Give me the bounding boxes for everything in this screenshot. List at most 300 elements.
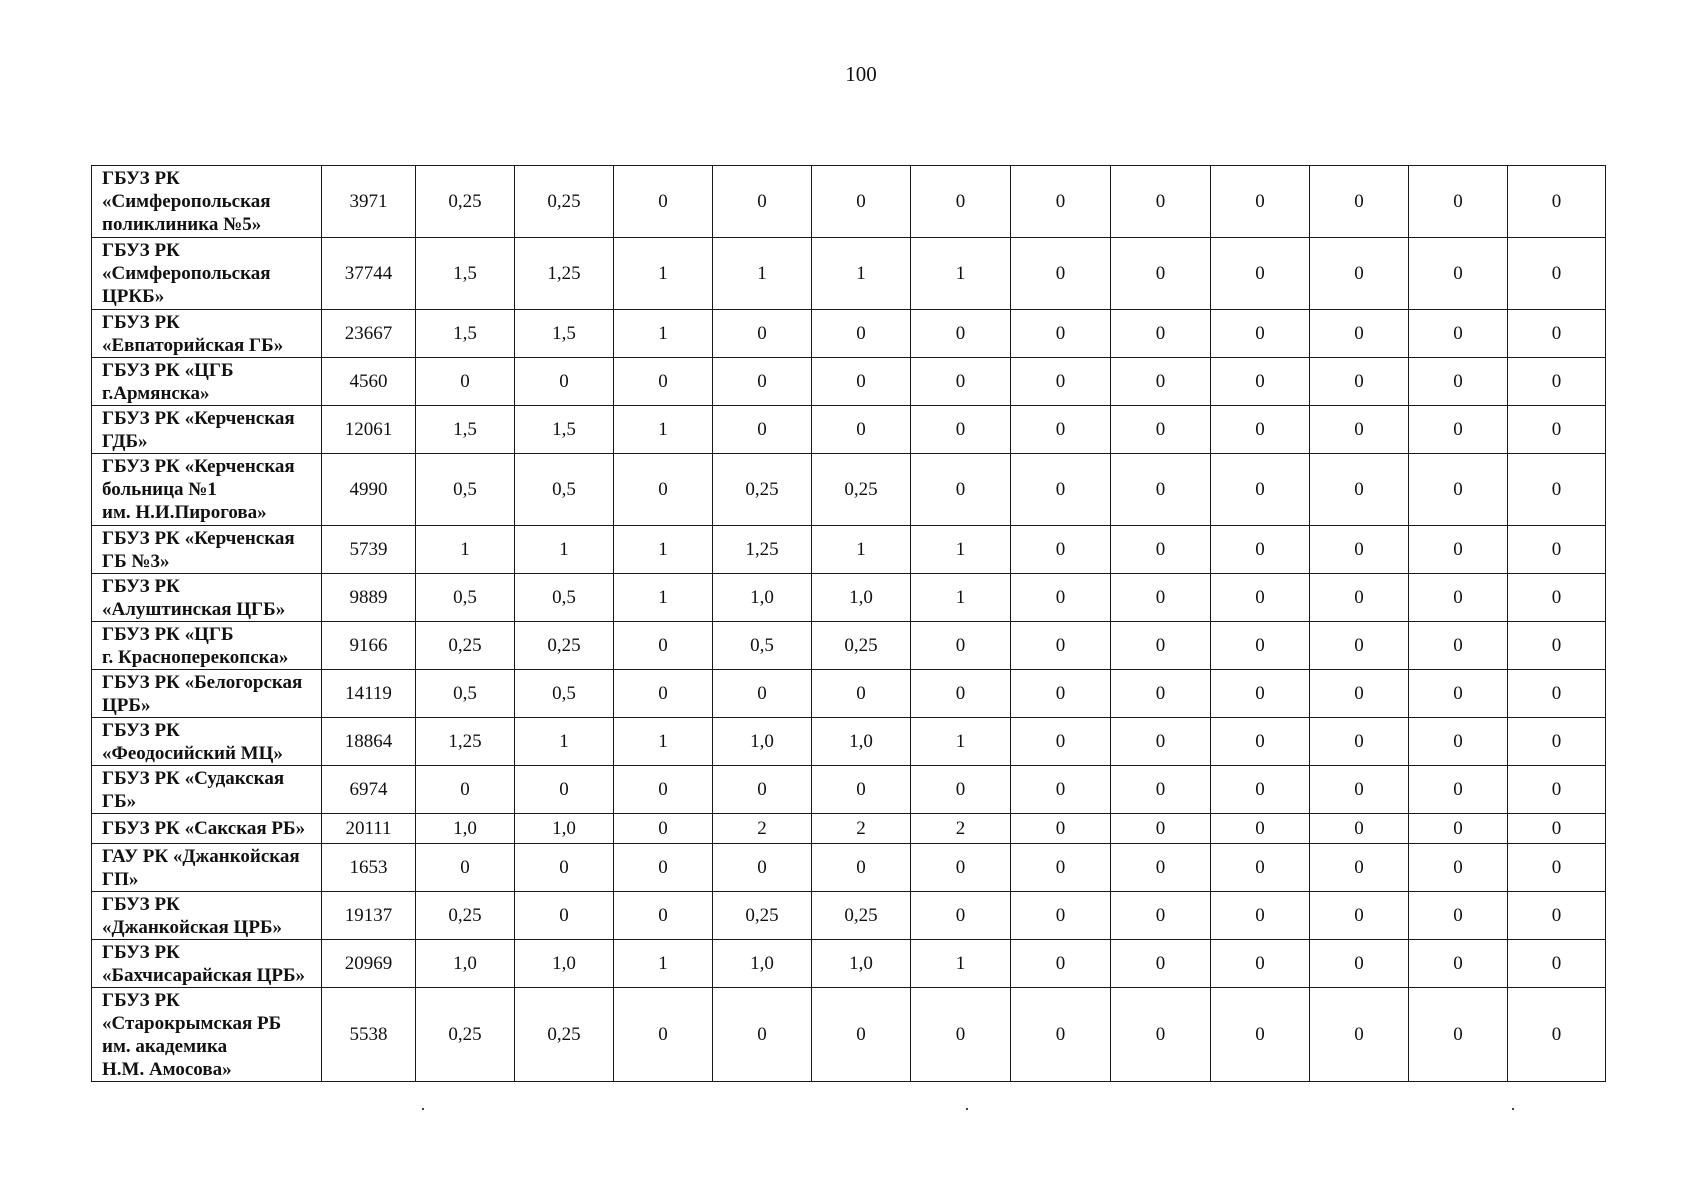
population-cell: 4990 <box>322 454 416 526</box>
org-name-line: ЦРКБ» <box>102 286 165 307</box>
value-cell: 0,25 <box>713 454 812 526</box>
org-name-line: ГБУЗ РК «Керченская <box>102 527 295 549</box>
value-cell: 0 <box>1310 814 1409 844</box>
org-name-line: ГБУЗ РК <box>102 989 180 1011</box>
value-cell: 1 <box>515 526 614 574</box>
org-name-cell <box>92 526 322 574</box>
value-cell: 1,0 <box>515 814 614 844</box>
value-cell: 0 <box>1409 238 1508 310</box>
value-cell: 2 <box>812 814 911 844</box>
value-cell: 0 <box>515 358 614 406</box>
data-table <box>91 165 1606 1082</box>
table-row <box>92 238 1606 310</box>
table-row <box>92 358 1606 406</box>
value-cell: 0 <box>1211 454 1310 526</box>
value-cell: 0 <box>1310 892 1409 940</box>
value-cell: 1,25 <box>416 718 515 766</box>
value-cell: 0 <box>1310 844 1409 892</box>
value-cell: 0 <box>515 892 614 940</box>
value-cell: 0 <box>1310 622 1409 670</box>
value-cell: 0,5 <box>416 574 515 622</box>
value-cell: 0 <box>1211 238 1310 310</box>
value-cell: 0 <box>515 766 614 814</box>
org-name-line: г. Красноперекопска» <box>102 646 289 668</box>
value-cell: 0 <box>1211 358 1310 406</box>
value-cell: 0 <box>713 766 812 814</box>
value-cell: 1,0 <box>812 940 911 988</box>
value-cell: 1 <box>614 406 713 454</box>
value-cell: 0 <box>812 358 911 406</box>
value-cell: 0 <box>416 766 515 814</box>
value-cell: 0 <box>1310 358 1409 406</box>
value-cell: 0,25 <box>416 892 515 940</box>
value-cell: 0 <box>911 766 1011 814</box>
value-cell: 1,25 <box>713 526 812 574</box>
org-name-line: ГБУЗ РК <box>102 941 180 963</box>
population-cell: 14119 <box>322 670 416 718</box>
population-cell: 12061 <box>322 406 416 454</box>
value-cell: 1,0 <box>713 718 812 766</box>
value-cell: 0,5 <box>416 670 515 718</box>
value-cell: 0 <box>1011 892 1111 940</box>
value-cell: 1 <box>911 574 1011 622</box>
value-cell: 0 <box>1011 526 1111 574</box>
value-cell: 0 <box>911 892 1011 940</box>
org-name-cell <box>92 988 322 1082</box>
value-cell: 0 <box>1011 622 1111 670</box>
value-cell: 2 <box>911 814 1011 844</box>
value-cell: 0 <box>1211 892 1310 940</box>
population-cell: 1653 <box>322 844 416 892</box>
value-cell: 0 <box>1011 454 1111 526</box>
table-row <box>92 454 1606 526</box>
value-cell: 0 <box>1211 814 1310 844</box>
value-cell: 0 <box>1409 526 1508 574</box>
value-cell: 0 <box>1111 892 1211 940</box>
value-cell: 0 <box>1310 574 1409 622</box>
population-cell: 23667 <box>322 310 416 358</box>
value-cell: 0,25 <box>416 622 515 670</box>
value-cell: 0 <box>1310 766 1409 814</box>
value-cell: 0 <box>1011 814 1111 844</box>
population-cell: 20111 <box>322 814 416 844</box>
population-cell: 6974 <box>322 766 416 814</box>
value-cell: 0 <box>1111 406 1211 454</box>
value-cell: 0 <box>1111 844 1211 892</box>
org-name-line: ГБУЗ РК <box>102 719 180 741</box>
value-cell: 0 <box>1011 358 1111 406</box>
org-name-line: г.Армянска» <box>102 382 210 404</box>
org-name-cell <box>92 574 322 622</box>
value-cell: 0 <box>713 358 812 406</box>
value-cell: 1 <box>614 526 713 574</box>
org-name-cell <box>92 892 322 940</box>
value-cell: 0 <box>1409 310 1508 358</box>
value-cell: 0 <box>1409 892 1508 940</box>
value-cell: 0 <box>1409 766 1508 814</box>
org-name-cell <box>92 622 322 670</box>
value-cell: 0 <box>1111 310 1211 358</box>
value-cell: 0 <box>1111 454 1211 526</box>
value-cell: 0 <box>1211 718 1310 766</box>
value-cell: 0 <box>1409 358 1508 406</box>
org-name-cell <box>92 310 322 358</box>
value-cell: 0 <box>1310 940 1409 988</box>
value-cell: 1 <box>911 238 1011 310</box>
population-cell: 5739 <box>322 526 416 574</box>
value-cell: 0 <box>1508 358 1606 406</box>
value-cell: 0 <box>1508 988 1606 1082</box>
value-cell: 0 <box>1508 718 1606 766</box>
org-name-cell <box>92 844 322 892</box>
org-name-line: ГДБ» <box>102 430 148 452</box>
value-cell: 0 <box>1508 526 1606 574</box>
scan-artifact-dots <box>0 1108 1696 1118</box>
org-name-line: «Симферопольская <box>102 191 271 212</box>
scan-dot <box>422 1108 424 1110</box>
value-cell: 0 <box>1508 844 1606 892</box>
value-cell: 0 <box>614 892 713 940</box>
value-cell: 1 <box>614 238 713 310</box>
org-name-line: Н.М. Амосова» <box>102 1058 232 1080</box>
org-name-line: «Джанкойская ЦРБ» <box>102 916 283 938</box>
value-cell: 0 <box>1508 574 1606 622</box>
value-cell: 0 <box>713 988 812 1082</box>
value-cell: 1 <box>515 718 614 766</box>
org-name-cell <box>92 718 322 766</box>
org-name-line: ГБУЗ РК <box>102 893 180 915</box>
value-cell: 0 <box>614 844 713 892</box>
value-cell: 0 <box>911 406 1011 454</box>
value-cell: 0 <box>1111 766 1211 814</box>
org-name-line: ГАУ РК «Джанкойская <box>102 845 300 867</box>
value-cell: 0 <box>1508 622 1606 670</box>
population-cell: 18864 <box>322 718 416 766</box>
value-cell: 1 <box>614 310 713 358</box>
table-row <box>92 718 1606 766</box>
org-name-line: больница №1 <box>102 479 217 500</box>
value-cell: 0 <box>812 988 911 1082</box>
value-cell: 0 <box>1011 766 1111 814</box>
value-cell: 1 <box>614 940 713 988</box>
table-row <box>92 166 1606 238</box>
org-name-line: ГБУЗ РК <box>102 168 180 189</box>
value-cell: 0 <box>1011 238 1111 310</box>
org-name-line: ГП» <box>102 868 139 890</box>
value-cell: 1,25 <box>515 238 614 310</box>
value-cell: 0 <box>812 670 911 718</box>
value-cell: 0,25 <box>515 988 614 1082</box>
value-cell: 0 <box>614 988 713 1082</box>
value-cell: 1 <box>911 940 1011 988</box>
value-cell: 0 <box>911 988 1011 1082</box>
value-cell: 0 <box>1508 766 1606 814</box>
value-cell: 0,5 <box>416 454 515 526</box>
org-name-line: ГБУЗ РК «Керченская <box>102 456 295 477</box>
table-row <box>92 574 1606 622</box>
value-cell: 0 <box>1310 166 1409 238</box>
table-row <box>92 526 1606 574</box>
value-cell: 0 <box>1310 988 1409 1082</box>
value-cell: 0 <box>713 310 812 358</box>
value-cell: 0 <box>1211 622 1310 670</box>
org-name-line: ГБУЗ РК «Белогорская <box>102 671 303 693</box>
population-cell: 19137 <box>322 892 416 940</box>
population-cell: 20969 <box>322 940 416 988</box>
value-cell: 0 <box>812 406 911 454</box>
value-cell: 0 <box>1409 940 1508 988</box>
org-name-cell <box>92 940 322 988</box>
value-cell: 1,0 <box>713 940 812 988</box>
value-cell: 0 <box>1409 988 1508 1082</box>
org-name-line: «Бахчисарайская ЦРБ» <box>102 964 306 986</box>
value-cell: 1,0 <box>812 718 911 766</box>
value-cell: 1,0 <box>416 814 515 844</box>
value-cell: 0 <box>1211 670 1310 718</box>
value-cell: 0 <box>416 844 515 892</box>
value-cell: 1 <box>812 238 911 310</box>
value-cell: 0 <box>911 166 1011 238</box>
value-cell: 0,25 <box>812 454 911 526</box>
value-cell: 0 <box>1508 670 1606 718</box>
value-cell: 0 <box>1409 814 1508 844</box>
value-cell: 0 <box>911 310 1011 358</box>
value-cell: 0 <box>515 844 614 892</box>
population-cell: 3971 <box>322 166 416 238</box>
value-cell: 1,5 <box>416 238 515 310</box>
value-cell: 1 <box>416 526 515 574</box>
value-cell: 0 <box>1111 238 1211 310</box>
value-cell: 0 <box>1409 670 1508 718</box>
value-cell: 0 <box>1211 940 1310 988</box>
value-cell: 0 <box>614 622 713 670</box>
value-cell: 0 <box>1111 718 1211 766</box>
value-cell: 0 <box>1508 454 1606 526</box>
value-cell: 0 <box>1211 574 1310 622</box>
value-cell: 0 <box>713 844 812 892</box>
value-cell: 0 <box>1111 574 1211 622</box>
value-cell: 0 <box>1011 166 1111 238</box>
value-cell: 0 <box>911 622 1011 670</box>
org-name-line: ГБУЗ РК <box>102 311 180 333</box>
org-name-line: ГБ №3» <box>102 550 170 572</box>
value-cell: 0 <box>1508 310 1606 358</box>
table-row <box>92 940 1606 988</box>
value-cell: 0 <box>614 766 713 814</box>
value-cell: 0 <box>1211 310 1310 358</box>
value-cell: 0,25 <box>416 988 515 1082</box>
value-cell: 0 <box>1011 670 1111 718</box>
population-cell: 5538 <box>322 988 416 1082</box>
org-name-cell <box>92 358 322 406</box>
value-cell: 1 <box>614 718 713 766</box>
value-cell: 0 <box>614 454 713 526</box>
value-cell: 0 <box>1409 718 1508 766</box>
org-name-cell <box>92 166 322 238</box>
value-cell: 0 <box>713 406 812 454</box>
value-cell: 0,25 <box>515 166 614 238</box>
table-body <box>92 166 1606 1082</box>
value-cell: 0 <box>1011 310 1111 358</box>
value-cell: 0 <box>1011 988 1111 1082</box>
table-row <box>92 670 1606 718</box>
population-cell: 4560 <box>322 358 416 406</box>
value-cell: 1,0 <box>416 940 515 988</box>
population-cell: 9166 <box>322 622 416 670</box>
org-name-line: «Старокрымская РБ <box>102 1012 282 1034</box>
value-cell: 1 <box>614 574 713 622</box>
org-name-line: «Симферопольская <box>102 263 271 284</box>
value-cell: 0 <box>1310 718 1409 766</box>
value-cell: 0,25 <box>515 622 614 670</box>
value-cell: 0 <box>416 358 515 406</box>
value-cell: 0,5 <box>515 574 614 622</box>
value-cell: 0 <box>1011 718 1111 766</box>
value-cell: 0 <box>713 166 812 238</box>
value-cell: 0 <box>1211 406 1310 454</box>
value-cell: 0 <box>614 814 713 844</box>
org-name-line: ГБУЗ РК <box>102 240 180 261</box>
value-cell: 0 <box>1111 526 1211 574</box>
org-name-line: им. академика <box>102 1035 228 1057</box>
population-cell: 37744 <box>322 238 416 310</box>
value-cell: 0 <box>1111 988 1211 1082</box>
value-cell: 0,5 <box>515 454 614 526</box>
value-cell: 2 <box>713 814 812 844</box>
table-row <box>92 310 1606 358</box>
value-cell: 0 <box>614 166 713 238</box>
value-cell: 0 <box>1409 406 1508 454</box>
value-cell: 0 <box>1508 940 1606 988</box>
value-cell: 0 <box>1310 526 1409 574</box>
value-cell: 0,25 <box>812 892 911 940</box>
value-cell: 0 <box>1409 574 1508 622</box>
value-cell: 0 <box>1011 940 1111 988</box>
table-row <box>92 622 1606 670</box>
value-cell: 1,0 <box>812 574 911 622</box>
org-name-cell <box>92 406 322 454</box>
value-cell: 0 <box>1011 844 1111 892</box>
value-cell: 0 <box>1310 454 1409 526</box>
value-cell: 0 <box>911 454 1011 526</box>
value-cell: 0 <box>1111 814 1211 844</box>
data-table-container <box>91 165 1605 1082</box>
value-cell: 0 <box>614 670 713 718</box>
value-cell: 0 <box>1011 574 1111 622</box>
value-cell: 1 <box>713 238 812 310</box>
value-cell: 1,5 <box>416 406 515 454</box>
org-name-line: ГБУЗ РК «Судакская <box>102 767 285 789</box>
value-cell: 0 <box>1211 988 1310 1082</box>
value-cell: 0,25 <box>812 622 911 670</box>
value-cell: 0 <box>1211 844 1310 892</box>
value-cell: 0 <box>1508 166 1606 238</box>
value-cell: 0 <box>1409 622 1508 670</box>
table-row <box>92 814 1606 844</box>
value-cell: 1 <box>911 718 1011 766</box>
value-cell: 0 <box>1111 670 1211 718</box>
value-cell: 0,5 <box>713 622 812 670</box>
value-cell: 0 <box>614 358 713 406</box>
org-name-line: ГБУЗ РК «ЦГБ <box>102 359 234 381</box>
value-cell: 1,5 <box>515 406 614 454</box>
value-cell: 0 <box>1508 406 1606 454</box>
value-cell: 0 <box>1508 814 1606 844</box>
table-row <box>92 766 1606 814</box>
value-cell: 1,5 <box>515 310 614 358</box>
org-name-line: ГБУЗ РК «Сакская РБ» <box>102 818 306 839</box>
org-name-cell <box>92 238 322 310</box>
value-cell: 0,25 <box>416 166 515 238</box>
org-name-cell <box>92 454 322 526</box>
value-cell: 0 <box>1011 406 1111 454</box>
value-cell: 0 <box>1409 844 1508 892</box>
value-cell: 0,5 <box>515 670 614 718</box>
table-row <box>92 406 1606 454</box>
value-cell: 0 <box>1508 238 1606 310</box>
value-cell: 0 <box>1310 406 1409 454</box>
value-cell: 0 <box>812 844 911 892</box>
value-cell: 0 <box>1111 166 1211 238</box>
value-cell: 0 <box>1211 166 1310 238</box>
value-cell: 0 <box>1508 892 1606 940</box>
value-cell: 0 <box>1111 358 1211 406</box>
value-cell: 1 <box>812 526 911 574</box>
org-name-line: поликлиника №5» <box>102 214 262 235</box>
value-cell: 0 <box>1211 526 1310 574</box>
table-row <box>92 844 1606 892</box>
org-name-line: «Евпаторийская ГБ» <box>102 334 284 356</box>
page-number: 100 <box>845 62 877 86</box>
value-cell: 1,5 <box>416 310 515 358</box>
org-name-cell <box>92 814 322 844</box>
table-row <box>92 892 1606 940</box>
org-name-line: ГБУЗ РК <box>102 575 180 597</box>
value-cell: 0 <box>713 670 812 718</box>
value-cell: 0 <box>1310 670 1409 718</box>
value-cell: 0,25 <box>713 892 812 940</box>
org-name-cell <box>92 670 322 718</box>
value-cell: 0 <box>1310 238 1409 310</box>
value-cell: 0 <box>1211 766 1310 814</box>
value-cell: 0 <box>812 310 911 358</box>
value-cell: 0 <box>1310 310 1409 358</box>
value-cell: 1,0 <box>713 574 812 622</box>
value-cell: 1 <box>911 526 1011 574</box>
value-cell: 0 <box>1111 940 1211 988</box>
value-cell: 0 <box>1409 454 1508 526</box>
table-row <box>92 988 1606 1082</box>
value-cell: 0 <box>812 766 911 814</box>
org-name-line: им. Н.И.Пирогова» <box>102 502 267 523</box>
org-name-line: ГБУЗ РК «Керченская <box>102 407 295 429</box>
org-name-line: ЦРБ» <box>102 694 151 716</box>
org-name-cell <box>92 766 322 814</box>
value-cell: 1,0 <box>515 940 614 988</box>
org-name-line: ГБУЗ РК «ЦГБ <box>102 623 234 645</box>
value-cell: 0 <box>911 670 1011 718</box>
scan-dot <box>966 1108 968 1110</box>
org-name-line: «Алуштинская ЦГБ» <box>102 598 286 620</box>
scan-dot <box>1512 1108 1514 1110</box>
value-cell: 0 <box>1111 622 1211 670</box>
org-name-line: ГБ» <box>102 790 137 812</box>
org-name-line: «Феодосийский МЦ» <box>102 742 283 764</box>
value-cell: 0 <box>1409 166 1508 238</box>
value-cell: 0 <box>911 844 1011 892</box>
value-cell: 0 <box>911 358 1011 406</box>
population-cell: 9889 <box>322 574 416 622</box>
